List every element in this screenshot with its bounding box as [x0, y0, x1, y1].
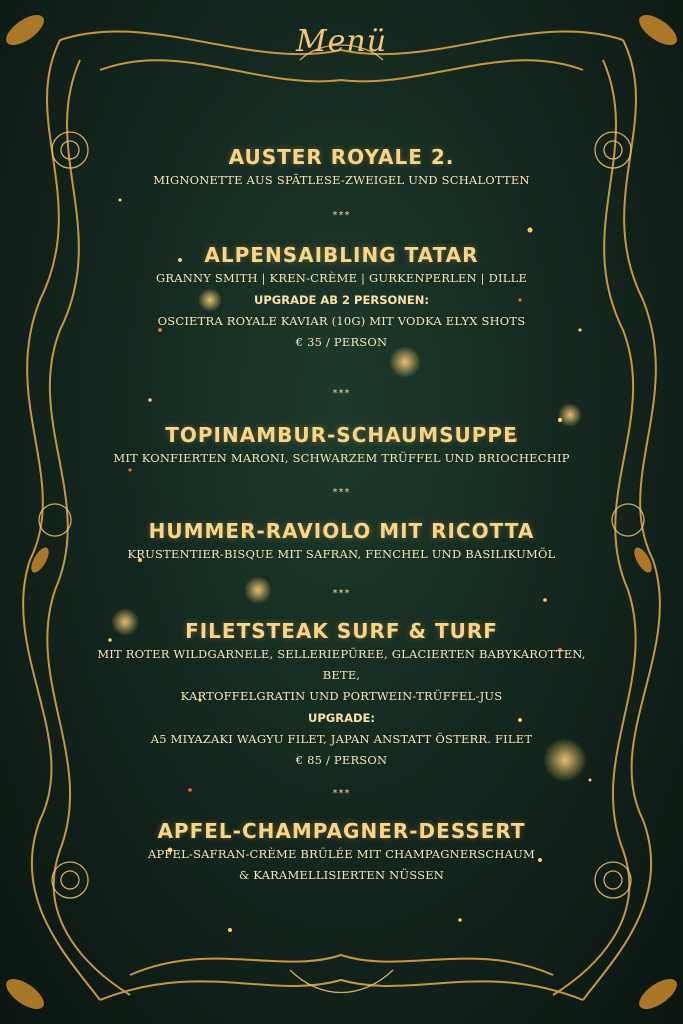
dish-description: MIT KONFIERTEN MARONI, SCHWARZEM TRÜFFEL UND BRIOCHECHIP: [113, 451, 570, 465]
dish-description: & KARAMELLISIERTEN NÜSSEN: [238, 868, 445, 882]
dish-description: MIT ROTER WILDGARNELE, SELLERIEPÜREE, GLACIERTEN BABYKAROTTEN, BETE,: [97, 647, 586, 682]
upgrade-label: UPGRADE:: [308, 711, 375, 725]
upgrade-label: UPGRADE AB 2 PERSONEN:: [254, 293, 429, 307]
dish-description: KARTOFFELGRATIN UND PORTWEIN-TRÜFFEL-JUS: [180, 689, 503, 703]
menu-title: Menü: [295, 24, 388, 59]
dish-title: AUSTER ROYALE 2.: [228, 145, 455, 169]
separator: ***: [332, 210, 351, 221]
course-3: [90, 422, 593, 469]
dish-title: HUMMER-RAVIOLO MIT RICOTTA: [148, 519, 535, 543]
menu-content: [90, 0, 593, 1024]
upgrade-text: A5 MIYAZAKI WAGYU FILET, JAPAN ANSTATT ÖSTERR. FILET: [150, 732, 533, 746]
course-1: [90, 144, 593, 191]
dish-title: APFEL-CHAMPAGNER-DESSERT: [157, 819, 526, 843]
course-5: [90, 618, 593, 771]
separator: ***: [332, 487, 351, 498]
separator: ***: [332, 588, 351, 599]
separator: ***: [332, 388, 351, 399]
dish-description: MIGNONETTE AUS SPÄTLESE-ZWEIGEL UND SCHALOTTEN: [153, 173, 530, 187]
course-6: [90, 818, 593, 886]
upgrade-price: € 85 / PERSON: [295, 753, 388, 767]
dish-description: KRUSTENTIER-BISQUE MIT SAFRAN, FENCHEL UND BASILIKUMÖL: [127, 547, 556, 561]
upgrade-text: OSCIETRA ROYALE KAVIAR (10G) MIT VODKA ELYX SHOTS: [157, 314, 526, 328]
dish-title: ALPENSAIBLING TATAR: [204, 243, 479, 267]
course-4: [90, 518, 593, 565]
dish-description: APFEL-SAFRAN-CRÈME BRÛLÉE MIT CHAMPAGNERSCHAUM: [147, 847, 536, 861]
course-2: [90, 242, 593, 353]
upgrade-price: € 35 / PERSON: [295, 335, 388, 349]
dish-description: GRANNY SMITH | KREN-CRÈME | GURKENPERLEN | DILLE: [155, 271, 528, 285]
dish-title: FILETSTEAK SURF & TURF: [185, 619, 498, 643]
dish-title: TOPINAMBUR-SCHAUMSUPPE: [165, 423, 518, 447]
separator: ***: [332, 788, 351, 799]
